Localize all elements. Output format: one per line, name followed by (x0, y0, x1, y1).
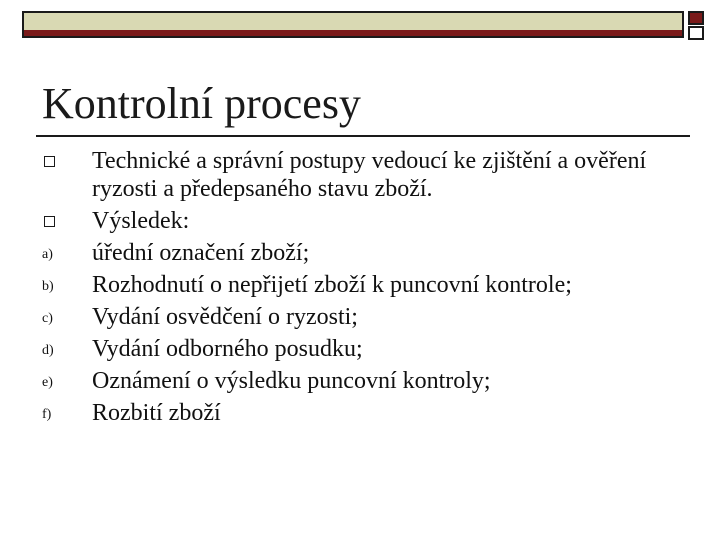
list-item-text: úřední označení zboží; (92, 240, 310, 266)
list-item-text: Vydání odborného posudku; (92, 336, 363, 362)
list-item (40, 399, 690, 427)
list-item-text: Technické a správní postupy vedoucí ke zjištění a ověření ryzosti a předepsaného stavu zboží. (92, 148, 647, 202)
list-marker: a) (42, 247, 53, 262)
square-bullet-icon (44, 216, 55, 227)
list-marker: d) (42, 343, 54, 358)
list-item-text: Oznámení o výsledku puncovní kontroly; (92, 368, 491, 394)
list-item (40, 367, 690, 395)
list-item (40, 239, 690, 267)
list-item-text: Rozhodnutí o nepřijetí zboží k puncovní kontrole; (92, 272, 572, 298)
list-item-text: Výsledek: (92, 208, 190, 234)
list-item (40, 335, 690, 363)
slide-title: Kontrolní procesy (42, 79, 361, 128)
square-bullet-icon (44, 156, 55, 167)
list-item (40, 303, 690, 331)
list-item (40, 271, 690, 299)
list-marker: e) (42, 375, 53, 390)
list-item (40, 207, 690, 235)
corner-decor-box-outline (688, 26, 704, 40)
bullet-list (40, 147, 690, 431)
corner-decor-box (688, 11, 704, 25)
list-marker: f) (42, 407, 52, 422)
list-marker: b) (42, 279, 54, 294)
list-item-text: Rozbití zboží (92, 400, 221, 426)
list-item (40, 147, 690, 203)
title-divider (36, 135, 690, 137)
list-item-text: Vydání osvědčení o ryzosti; (92, 304, 358, 330)
header-accent-stripe (22, 30, 684, 38)
list-marker: c) (42, 311, 53, 326)
